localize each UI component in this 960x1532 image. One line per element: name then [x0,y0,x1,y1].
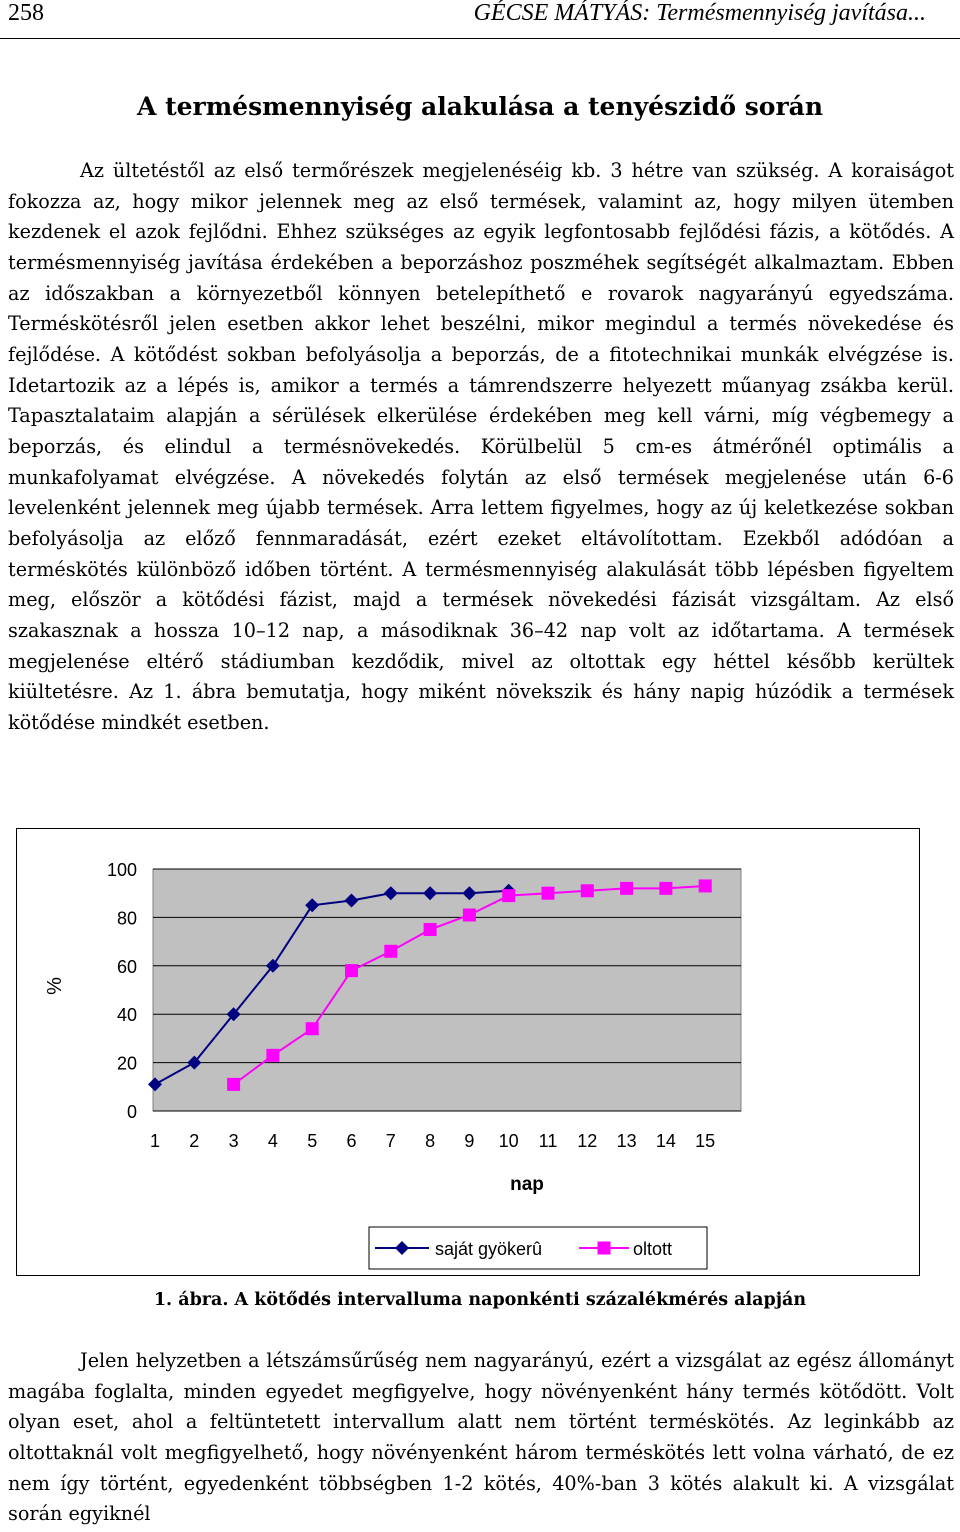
x-tick-label: 6 [346,1131,357,1151]
x-tick-label: 15 [695,1131,716,1151]
y-tick-label: 100 [106,860,137,880]
x-tick-label: 11 [538,1131,558,1151]
body-paragraph-1 [8,156,954,738]
paragraph-text: Az ültetéstől az első termőrészek megjelenéséig kb. 3 hétre van szükség. A koraiságot fokozza az, hogy mikor jelennek meg az első termések, valamint az, hogy milyen ütemben kezdenek el azok fejlődni. Ehhez szükséges az egyik legfontosabb fejlődési fázis, a kötődés. A termésmennyiség javítása érdekében a beporzáshoz poszméhek segítségét alkalmaztam. Ebben az időszakban a környezetből könnyen betelepíthető e rovarok nagyarányú egyedszáma. Terméskötésről jelen esetben akkor lehet beszélni, mikor megindul a termés növekedése és fejlődése. A kötődést sokban befolyásolja a beporzás, de a fitotechnikai munkák elvégzése is. Idetartozik az a lépés is, amikor a termés a támrendszerre helyezett műanyag zsákba kerül. Tapasztalataim alapján a sérülések elkerülése érdekében meg kell várni, míg végbemegy a beporzás, és elindul a termésnövekedés. Körülbelül 5 cm-es átmérőnél optimális a munkafolyamat elvégzése. A növekedés folytán az első termések megjelenése után 6-6 levelenként jelennek meg újabb termések. Arra lettem figyelmes, hogy az új keletkezése sokban befolyásolja az előző fennmaradását, ezért ezeket eltávolítottam. Ezekből adódóan a terméskötés különböző időben történt. A termésmennyiség alakulását több lépésben figyeltem meg, először a kötődési fázist, majd a termések növekedési fázisát vizsgáltam. Az első szakasznak a hossza 10–12 nap, a másodiknak 36–42 nap volt az időtartama. A termések megjelenése eltérő stádiumban kezdődik, mivel az oltottak egy héttel később kerültek kiültetésre. Az 1. ábra bemutatja, hogy miként növekszik és hány napig húzódik a termések kötődése mindkét esetben. [8,159,954,734]
section-title: A termésmennyiség alakulása a tenyészidő során [136,92,823,121]
plot-area [153,869,741,1111]
chart-legend [369,1227,707,1269]
x-tick-label: 9 [464,1131,475,1151]
legend-label: oltott [633,1239,673,1259]
x-axis-ticks [150,1131,715,1151]
y-tick-label: 20 [116,1053,137,1074]
y-tick-label: 40 [116,1005,137,1026]
x-tick-label: 7 [385,1131,396,1151]
line-chart [17,829,919,1275]
y-axis-label: % [44,977,66,995]
x-tick-label: 5 [307,1131,318,1151]
x-tick-label: 3 [228,1131,239,1151]
y-tick-label: 0 [126,1102,137,1122]
plot-background [153,869,741,1111]
x-tick-label: 8 [425,1131,436,1151]
data-point [227,1078,240,1091]
data-point [659,882,672,895]
y-tick-label: 60 [116,956,137,977]
data-point [620,882,633,895]
data-point [581,884,594,897]
data-point [384,945,397,958]
page-header [0,0,960,39]
data-point [424,923,437,936]
data-point [306,1022,319,1035]
page-number: 258 [8,0,44,26]
data-point [463,908,476,921]
y-axis-ticks [107,860,137,1122]
legend-label: saját gyökerû [435,1239,543,1259]
x-tick-label: 10 [498,1131,519,1151]
data-point [502,889,515,902]
paragraph-text: Jelen helyzetben a létszámsűrűség nem nagyarányú, ezért a vizsgálat az egész állományt magába foglalta, minden egyedet megfigyelve, hogy növényenként hány termés kötődött. Volt olyan eset, ahol a feltüntetett intervallum alatt nem történt terméskötés. Az leginkább az oltottaknál volt megfigyelhető, hogy növényenként három terméskötés lett volna várható, de ez nem így történt, egyedenként többségben 1-2 kötés, 40%-ban 3 kötés alakult ki. A vizsgálat során egyiknél [8,1349,954,1526]
legend-marker [598,1242,611,1255]
x-tick-label: 4 [267,1131,278,1151]
figure-chart [16,828,920,1276]
data-point [699,879,712,892]
x-tick-label: 12 [577,1131,598,1151]
figure-caption: 1. ábra. A kötődés intervalluma naponkénti százalékmérés alapján [153,1290,807,1310]
running-head: GÉCSE MÁTYÁS: Termésmennyiség javítása... [473,0,926,26]
y-tick-label: 80 [116,908,137,929]
data-point [345,964,358,977]
x-tick-label: 2 [189,1131,200,1151]
x-tick-label: 13 [616,1131,637,1151]
body-paragraph-2 [8,1346,954,1530]
data-point [266,1049,279,1062]
x-tick-label: 1 [149,1131,161,1151]
x-tick-label: 14 [655,1131,676,1151]
data-point [542,887,555,900]
x-axis-label: nap [510,1174,544,1195]
